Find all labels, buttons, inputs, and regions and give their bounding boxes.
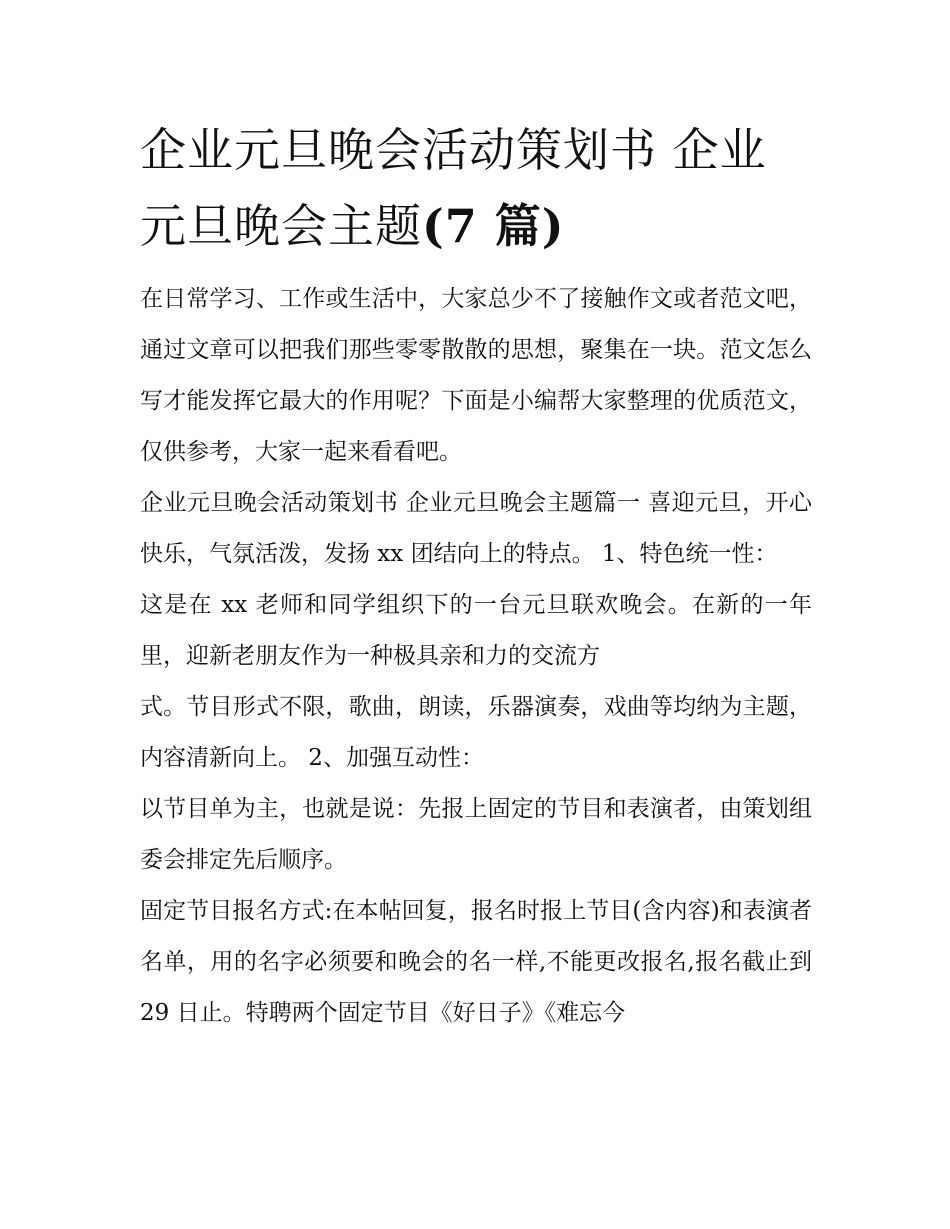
title-line-1: 企业元旦晚会活动策划书 企业 [140, 123, 767, 177]
document-body [140, 112, 812, 1039]
document-title [140, 112, 812, 264]
intro-paragraph: 在日常学习、工作或生活中，大家总少不了接触作文或者范文吧，通过文章可以把我们那些零零散散的思想，聚集在一块。范文怎么写才能发挥它最大的作用呢？下面是小编帮大家整理的优质范文，仅供参考，大家一起来看看吧。 [140, 286, 812, 465]
body-paragraph-1: 这是在 xx 老师和同学组织下的一台元旦联欢晚会。在新的一年里，迎新老朋友作为一种极具亲和力的交流方 [140, 592, 812, 669]
body-paragraph-2: 式。节目形式不限，歌曲，朗读，乐器演奏，戏曲等均纳为主题，内容清新向上。 2、加强互动性： [140, 694, 812, 771]
section-heading-paragraph: 企业元旦晚会活动策划书 企业元旦晚会主题篇一 喜迎元旦，开心快乐，气氛活泼，发扬 xx 团结向上的特点。 1、特色统一性： [140, 490, 812, 567]
body-paragraph-3: 以节目单为主，也就是说：先报上固定的节目和表演者，由策划组委会排定先后顺序。 [140, 796, 812, 873]
title-line-2: 元旦晚会主题 [140, 199, 422, 253]
title-count: (7 篇) [422, 199, 565, 253]
body-paragraph-4: 固定节目报名方式:在本帖回复，报名时报上节目(含内容)和表演者名单，用的名字必须要和晚会的名一样,不能更改报名,报名截止到 29 日止。特聘两个固定节目《好日子》《难忘今 [140, 898, 812, 1026]
